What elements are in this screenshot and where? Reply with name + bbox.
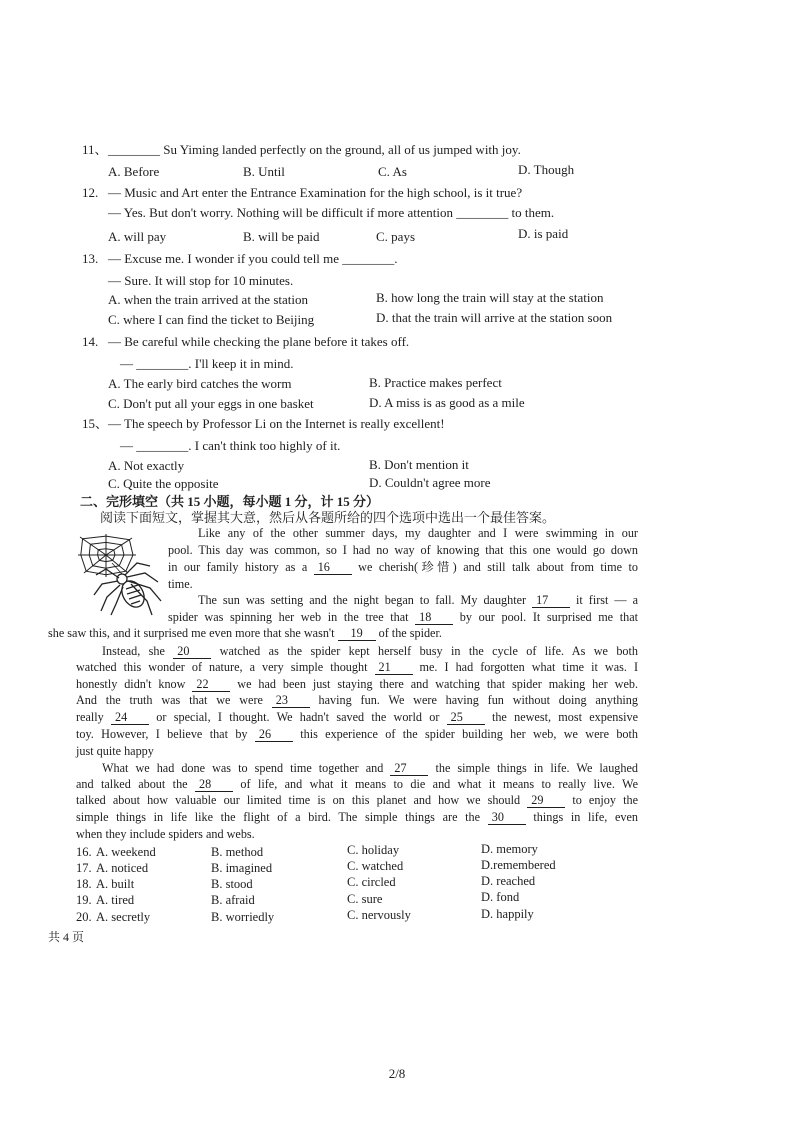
passage-text: The sun was setting and the night began to fall. My daughter [198, 593, 533, 607]
option-c: C. circled [347, 875, 396, 889]
blank-16: 16 [314, 561, 352, 575]
passage-text: What we had done was to spend time together and [102, 761, 391, 775]
spider-web-illustration [76, 533, 168, 617]
blank-24: 24 [111, 711, 149, 725]
option-c: C. nervously [347, 908, 411, 922]
option-d: D.remembered [481, 858, 556, 872]
q15-line-2: — ________. I can't think too highly of it. [120, 438, 341, 453]
passage-text: simple things in life like the flight of a bird. The simple things are the [76, 810, 488, 824]
passage-text: the simple things in life. We laughed [428, 761, 638, 775]
passage-text: Like any of the other summer days, my daughter and I were swimming in our [198, 526, 638, 540]
q11-option-c: C. As [378, 164, 407, 179]
blank-19: 19 [338, 627, 376, 641]
passage-text: of life, and what it means to die and what it means to really live. We [232, 777, 638, 791]
q15-option-b: B. Don't mention it [369, 457, 469, 472]
passage-text: And the truth was that we were [76, 693, 272, 707]
option-b: B. stood [211, 877, 253, 891]
q13-option-d: D. that the train will arrive at the station soon [376, 310, 613, 325]
blank-22: 22 [192, 678, 230, 692]
option-c: C. holiday [347, 843, 400, 857]
q12-option-b: B. will be paid [243, 229, 320, 244]
passage-line [76, 809, 638, 825]
option-number: 18. [76, 877, 92, 891]
option-d: D. reached [481, 874, 536, 888]
option-a: A. noticed [96, 861, 149, 875]
page-number: 2/8 [388, 1066, 406, 1081]
option-a: A. built [96, 877, 135, 891]
passage-text: we had been just staying there and watching that spider making her web. [230, 677, 638, 691]
q14-option-b: B. Practice makes perfect [369, 375, 502, 390]
passage-line [76, 743, 154, 759]
q14-option-a: A. The early bird catches the worm [108, 376, 292, 391]
q13-option-c: C. where I can find the ticket to Beijing [108, 312, 315, 327]
blank-30: 30 [488, 811, 526, 825]
passage-text: it first — a [570, 593, 638, 607]
q15-number: 15、 [82, 416, 109, 431]
q12-number: 12. [82, 185, 99, 200]
blank-17: 17 [532, 594, 570, 608]
q13-option-b: B. how long the train will stay at the station [376, 290, 604, 305]
q13-number: 13. [82, 251, 99, 266]
blank-27: 27 [390, 762, 428, 776]
q15-option-a: A. Not exactly [108, 458, 185, 473]
passage-line [76, 709, 638, 725]
passage-text: by our pool. It surprised me that [453, 610, 638, 624]
blank-25: 25 [447, 711, 485, 725]
q13-line-1: — Excuse me. I wonder if you could tell me ________. [108, 251, 398, 266]
option-number: 19. [76, 893, 92, 907]
passage-line [76, 659, 638, 675]
passage-line [102, 760, 638, 776]
passage-text: watched this wonder of nature, a very simple thought [76, 660, 375, 674]
passage-line [48, 625, 442, 641]
passage-text: she saw this, and it surprised me even more that she wasn't [48, 626, 338, 640]
blank-29: 29 [527, 794, 565, 808]
passage-text: to enjoy the [565, 793, 638, 807]
passage-text: and talked about the [76, 777, 195, 791]
blank-21: 21 [375, 661, 413, 675]
passage-line [102, 643, 638, 659]
q12-line-1: — Music and Art enter the Entrance Examination for the high school, is it true? [108, 185, 523, 200]
option-b: B. method [211, 845, 264, 859]
passage-text: toy. However, I believe that by [76, 727, 255, 741]
q15-line-1: — The speech by Professor Li on the Internet is really excellent! [108, 416, 445, 431]
blank-28: 28 [195, 778, 233, 792]
passage-text: pool. This day was common, so I had no way of knowing that this one would go down [168, 543, 638, 557]
option-b: B. afraid [211, 893, 255, 907]
option-d: D. fond [481, 890, 520, 904]
option-c: C. sure [347, 892, 383, 906]
passage-line [76, 792, 638, 808]
q11-option-d: D. Though [518, 162, 575, 177]
spider-icon [94, 563, 161, 615]
q11-number: 11、 [82, 142, 108, 157]
blank-23: 23 [272, 694, 310, 708]
passage-text: really [76, 710, 112, 724]
option-d: D. memory [481, 842, 538, 856]
passage-line [168, 542, 638, 558]
option-d: D. happily [481, 907, 534, 921]
passage-text: or special, I thought. We hadn't saved the world or [149, 710, 447, 724]
passage-line [168, 609, 638, 625]
passage-text: the newest, most expensive [484, 710, 638, 724]
blank-26: 26 [255, 728, 293, 742]
passage-line [76, 676, 638, 692]
passage-text: honestly didn't know [76, 677, 193, 691]
option-b: B. worriedly [211, 910, 275, 924]
passage-text: watched as the spider kept herself busy in the cycle of life. As we both [211, 644, 638, 658]
q13-option-a: A. when the train arrived at the station [108, 292, 308, 307]
option-a: A. weekend [96, 845, 156, 859]
option-c: C. watched [347, 859, 404, 873]
passage-line [76, 726, 638, 742]
passage-text: me. I had forgotten what time it was. I [412, 660, 639, 674]
section-2-heading: 二、完形填空（共 15 小题，每小题 1 分，计 15 分） [80, 494, 380, 509]
passage-text: things in life, even [525, 810, 638, 824]
option-a: A. secretly [96, 910, 151, 924]
passage-text: this experience of the spider building her web, we were both [292, 727, 638, 741]
passage-text: we cherish(珍惜) and still talk about from time to [351, 560, 638, 574]
passage-text: of the spider. [375, 626, 442, 640]
q14-option-c: C. Don't put all your eggs in one basket [108, 396, 314, 411]
passage-text: time. [168, 577, 193, 591]
passage-text: spider was spinning her web in the tree that [168, 610, 416, 624]
passage-line [168, 576, 193, 592]
q15-option-d: D. Couldn't agree more [369, 475, 491, 490]
passage-text: just quite happy [76, 744, 154, 758]
passage-line [168, 559, 638, 575]
passage-text: having fun. We were having fun without doing anything [309, 693, 638, 707]
q12-option-a: A. will pay [108, 229, 167, 244]
section-2-instruction: 阅读下面短文，掌握其大意，然后从各题所给的四个选项中选出一个最佳答案。 [100, 510, 556, 525]
passage-line [198, 525, 638, 541]
q11-stem: ________ Su Yiming landed perfectly on the ground, all of us jumped with joy. [108, 142, 521, 157]
passage-text: when they include spiders and webs. [76, 827, 255, 841]
blank-20: 20 [173, 645, 211, 659]
option-b: B. imagined [211, 861, 273, 875]
passage-text: talked about how valuable our limited time is on this planet and how we should [76, 793, 528, 807]
option-number: 16. [76, 845, 92, 859]
page-total: 共 4 页 [48, 930, 85, 944]
passage-text: in our family history as a [168, 560, 314, 574]
q15-option-c: C. Quite the opposite [108, 476, 219, 491]
q14-option-d: D. A miss is as good as a mile [369, 395, 525, 410]
option-a: A. tired [96, 893, 135, 907]
q12-option-d: D. is paid [518, 226, 569, 241]
option-number: 20. [76, 910, 92, 924]
q11-option-b: B. Until [243, 164, 285, 179]
q14-line-1: — Be careful while checking the plane before it takes off. [108, 334, 410, 349]
passage-line [76, 776, 638, 792]
q13-line-2: — Sure. It will stop for 10 minutes. [108, 273, 294, 288]
q12-option-c: C. pays [376, 229, 415, 244]
q14-number: 14. [82, 334, 99, 349]
passage-line [76, 692, 638, 708]
spider-web-icon [78, 534, 136, 577]
q14-line-2: — ________. I'll keep it in mind. [120, 356, 294, 371]
passage-text: Instead, she [102, 644, 174, 658]
q11-option-a: A. Before [108, 164, 160, 179]
blank-18: 18 [415, 611, 453, 625]
q12-line-2: — Yes. But don't worry. Nothing will be difficult if more attention ________ to them. [108, 205, 555, 220]
option-number: 17. [76, 861, 92, 875]
passage-line [198, 592, 638, 608]
passage-line [76, 826, 255, 842]
